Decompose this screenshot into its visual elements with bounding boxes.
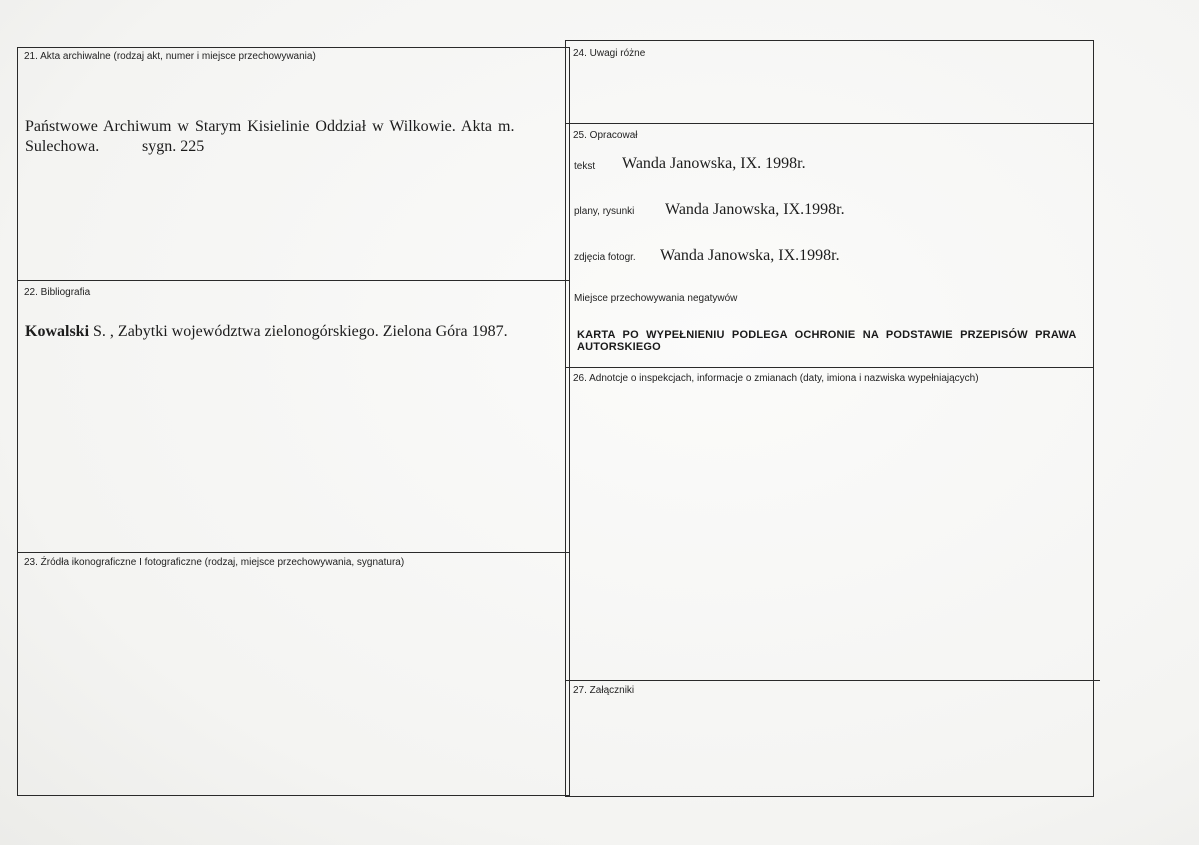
section-22-author: Kowalski	[25, 323, 90, 340]
copyright-notice: KARTA PO WYPEŁNIENIU PODLEGA OCHRONIE NA PODSTAWIE PRZEPISÓW PRAWA AUTORSKIEGO	[577, 329, 1077, 353]
section-24-divider	[565, 123, 1094, 124]
section-22-box	[17, 280, 570, 553]
section-22-label: 22. Bibliografia	[24, 287, 91, 298]
section-25-divider	[565, 367, 1094, 368]
section-21-sygn: sygn. 225	[142, 138, 205, 155]
section-21-line2: Sulechowa.	[25, 138, 100, 155]
section-26-label: 26. Adnotcje o inspekcjach, informacje o zmianach (daty, imiona i nazwiska wypełniających)	[573, 373, 979, 384]
section-21-line1: Państwowe Archiwum w Starym Kisielinie Oddział w Wilkowie. Akta m.	[25, 118, 515, 135]
section-21-box	[17, 47, 570, 281]
zdjecia-label: zdjęcia fotogr.	[574, 252, 636, 263]
section-22-title: S. , Zabytki województwa zielonogórskiego. Zielona Góra 1987.	[93, 323, 508, 340]
section-27-label: 27. Załączniki	[573, 685, 635, 696]
section-26-divider	[565, 680, 1100, 681]
plany-label: plany, rysunki	[574, 206, 635, 217]
section-23-box	[17, 552, 570, 796]
section-24-label: 24. Uwagi różne	[573, 48, 646, 59]
tekst-value: Wanda Janowska, IX. 1998r.	[622, 155, 806, 172]
plany-value: Wanda Janowska, IX.1998r.	[665, 201, 845, 218]
section-23-label: 23. Źródła ikonograficzne I fotograficzne (rodzaj, miejsce przechowywania, sygnatura)	[24, 557, 405, 568]
section-22-entry	[25, 322, 508, 342]
section-21-label: 21. Akta archiwalne (rodzaj akt, numer i miejsce przechowywania)	[24, 51, 316, 62]
zdjecia-value: Wanda Janowska, IX.1998r.	[660, 247, 840, 264]
tekst-label: tekst	[574, 161, 596, 172]
section-25-label: 25. Opracował	[573, 130, 638, 141]
negatywy-label: Miejsce przechowywania negatywów	[574, 293, 738, 304]
